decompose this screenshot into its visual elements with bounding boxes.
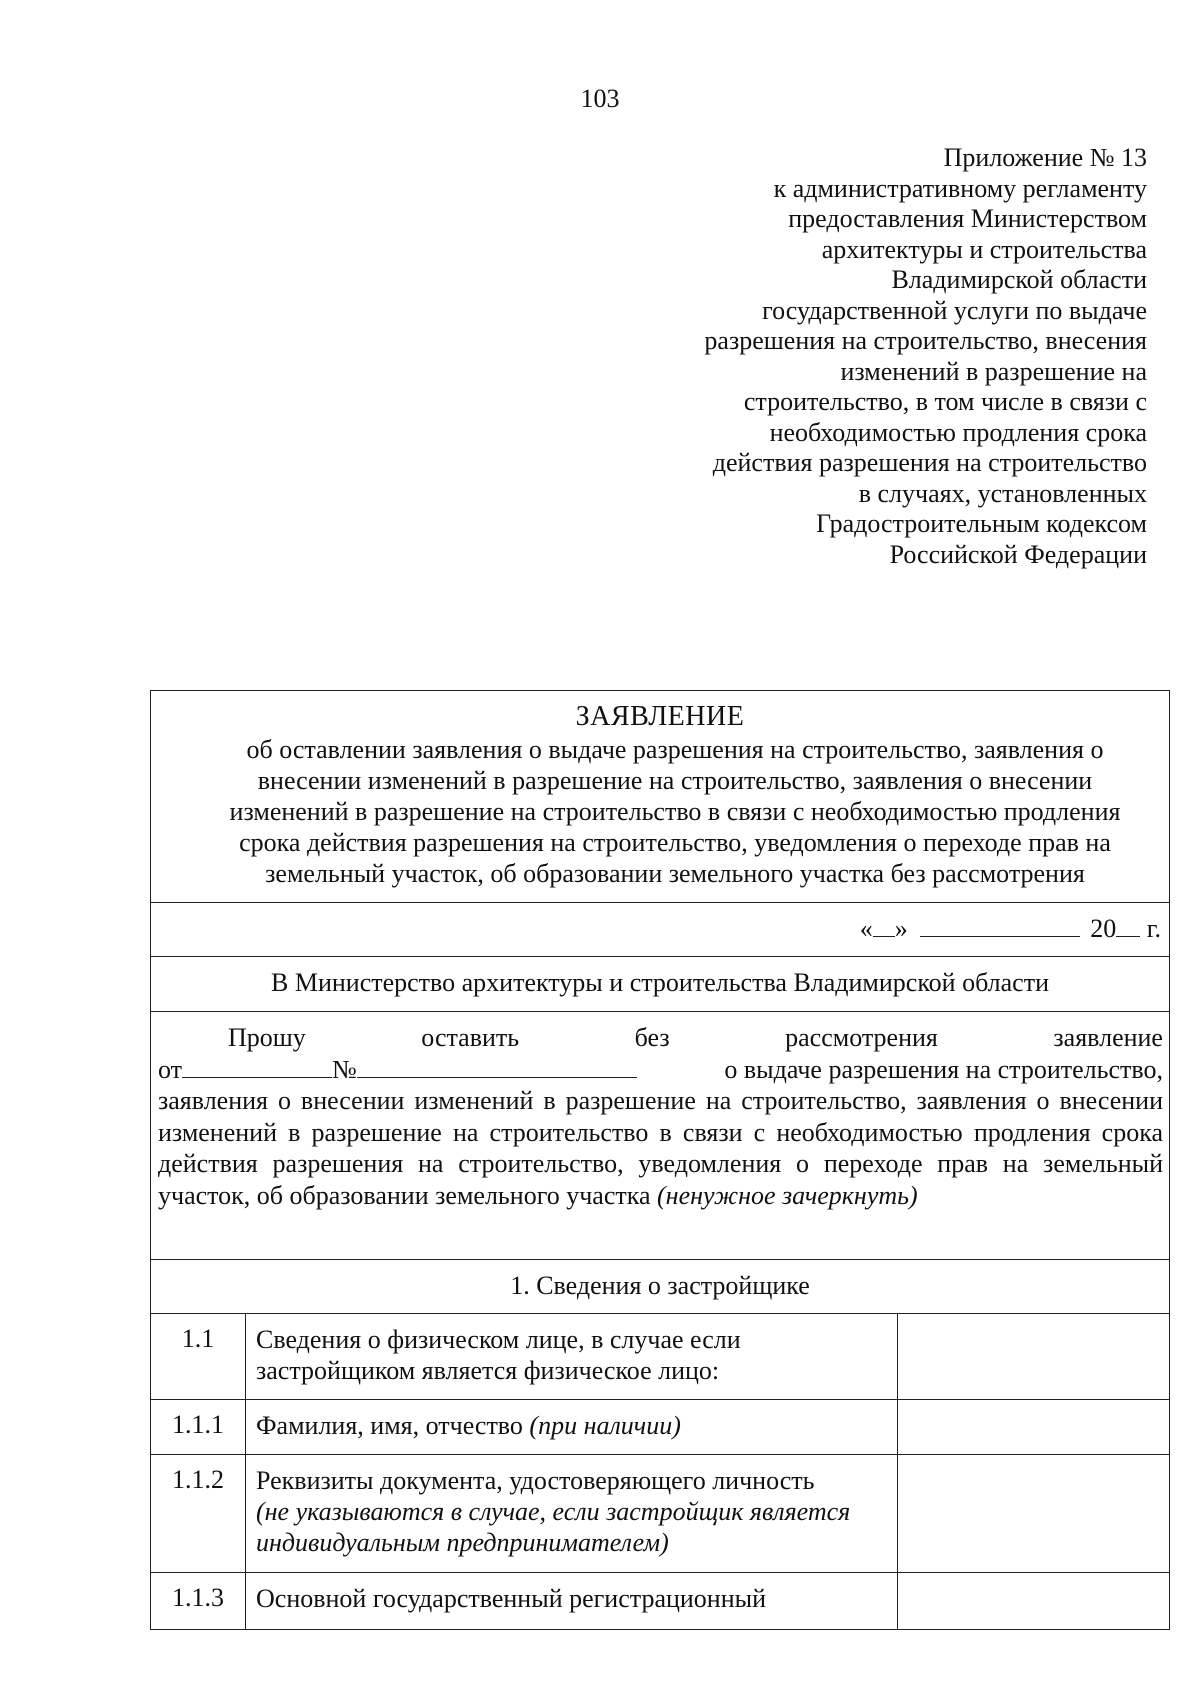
application-number-field[interactable] — [357, 1055, 637, 1078]
row-value-cell[interactable] — [898, 1455, 1169, 1572]
date-open-quote: « — [859, 914, 873, 943]
application-form — [150, 690, 1170, 1630]
row-label-text: Сведения о физическом лице, в случае если застройщиком является физическое лицо: — [256, 1325, 741, 1385]
subtitle-line: об оставлении заявления о выдаче разрешения на строительство, заявления о — [246, 735, 1104, 764]
month-field[interactable] — [920, 914, 1080, 937]
subtitle-line: срока действия разрешения на строительство, уведомления о переходе прав на — [239, 828, 1111, 857]
row-number: 1.1.1 — [151, 1400, 246, 1454]
request-block — [151, 1012, 1169, 1260]
row-value-cell[interactable] — [898, 1573, 1169, 1629]
subtitle-line: внесении изменений в разрешение на строительство, заявления о внесении — [257, 766, 1093, 795]
row-label — [246, 1314, 898, 1399]
annex-line: строительство, в том числе в связи с — [743, 387, 1147, 416]
row-number: 1.1.3 — [151, 1573, 246, 1629]
annex-line: изменений в разрешение на — [840, 356, 1147, 386]
annex-line: Российской Федерации — [889, 539, 1147, 569]
subtitle-line: изменений в разрешение на строительство в связи с необходимостью продления — [229, 797, 1121, 826]
year-field[interactable] — [1116, 914, 1140, 937]
request-word: рассмотрения — [785, 1023, 938, 1052]
annex-line: разрешения на строительство, внесения — [704, 326, 1147, 355]
section-1-title: 1. Сведения о застройщике — [151, 1260, 1169, 1314]
row-number: 1.1 — [151, 1314, 246, 1399]
request-body — [158, 1085, 1163, 1211]
annex-line: архитектуры и строительства — [821, 234, 1147, 264]
row-label-text: Реквизиты документа, удостоверяющего личность — [256, 1466, 815, 1495]
date-close-quote: » — [894, 914, 908, 943]
request-note: (ненужное зачеркнуть) — [657, 1180, 918, 1210]
table-row — [151, 1455, 1169, 1573]
request-second-line — [158, 1054, 1163, 1086]
form-title: ЗАЯВЛЕНИЕ — [575, 701, 745, 732]
annex-line: предоставления Министерством — [788, 204, 1147, 233]
year-prefix: 20 — [1090, 914, 1117, 943]
year-suffix: г. — [1146, 914, 1161, 943]
from-label: от — [158, 1054, 183, 1084]
page-number: 103 — [580, 84, 620, 113]
application-date-field[interactable] — [182, 1055, 332, 1078]
row-value-cell[interactable] — [898, 1314, 1169, 1399]
row-label-text: Фамилия, имя, отчество — [256, 1411, 523, 1440]
request-word: заявление — [1053, 1023, 1163, 1052]
row-label-note: (не указываются в случае, если застройщик является индивидуальным предпринимателем) — [256, 1497, 851, 1557]
request-line2-rest: о выдаче разрешения на строительство, — [724, 1054, 1163, 1084]
addressee: В Министерство архитектуры и строительства Владимирской области — [151, 957, 1169, 1012]
row-number: 1.1.2 — [151, 1455, 246, 1572]
table-row — [151, 1400, 1169, 1455]
row-label — [246, 1455, 898, 1572]
annex-line: государственной услуги по выдаче — [762, 295, 1147, 325]
row-label-note: (при наличии) — [529, 1411, 681, 1440]
request-first-line — [158, 1022, 1163, 1054]
date-row — [151, 903, 1169, 957]
number-label: № — [332, 1054, 357, 1084]
annex-line: необходимостью продления срока — [769, 417, 1147, 447]
form-subtitle — [151, 734, 1169, 889]
row-value-cell[interactable] — [898, 1400, 1169, 1454]
annex-line: Владимирской области — [891, 265, 1147, 294]
annex-line: к административному регламенту — [773, 173, 1147, 203]
table-row — [151, 1314, 1169, 1400]
request-word: без — [634, 1023, 670, 1052]
annex-line: в случаях, установленных — [858, 478, 1147, 508]
day-field[interactable] — [873, 914, 895, 937]
form-title-block — [151, 691, 1169, 903]
annex-line: Градостроительным кодексом — [816, 509, 1147, 538]
table-row — [151, 1573, 1169, 1630]
annex-line: Приложение № 13 — [943, 143, 1147, 172]
row-label — [246, 1573, 898, 1629]
request-body-text: заявления о внесении изменений в разрешение на строительство, заявления о внесении изменений в разрешение на строительство в связи с необходимостью продления срока действия разрешения на строительство, уведомления о переходе прав на земельный участок, об образовании земельного участка — [158, 1086, 1163, 1210]
annex-header — [627, 143, 1147, 570]
request-word: оставить — [421, 1023, 520, 1052]
request-word: Прошу — [228, 1023, 306, 1052]
subtitle-line: земельный участок, об образовании земельного участка без рассмотрения — [265, 859, 1085, 888]
row-label-text: Основной государственный регистрационный — [256, 1584, 767, 1613]
row-label — [246, 1400, 898, 1454]
annex-line: действия разрешения на строительство — [712, 448, 1147, 477]
